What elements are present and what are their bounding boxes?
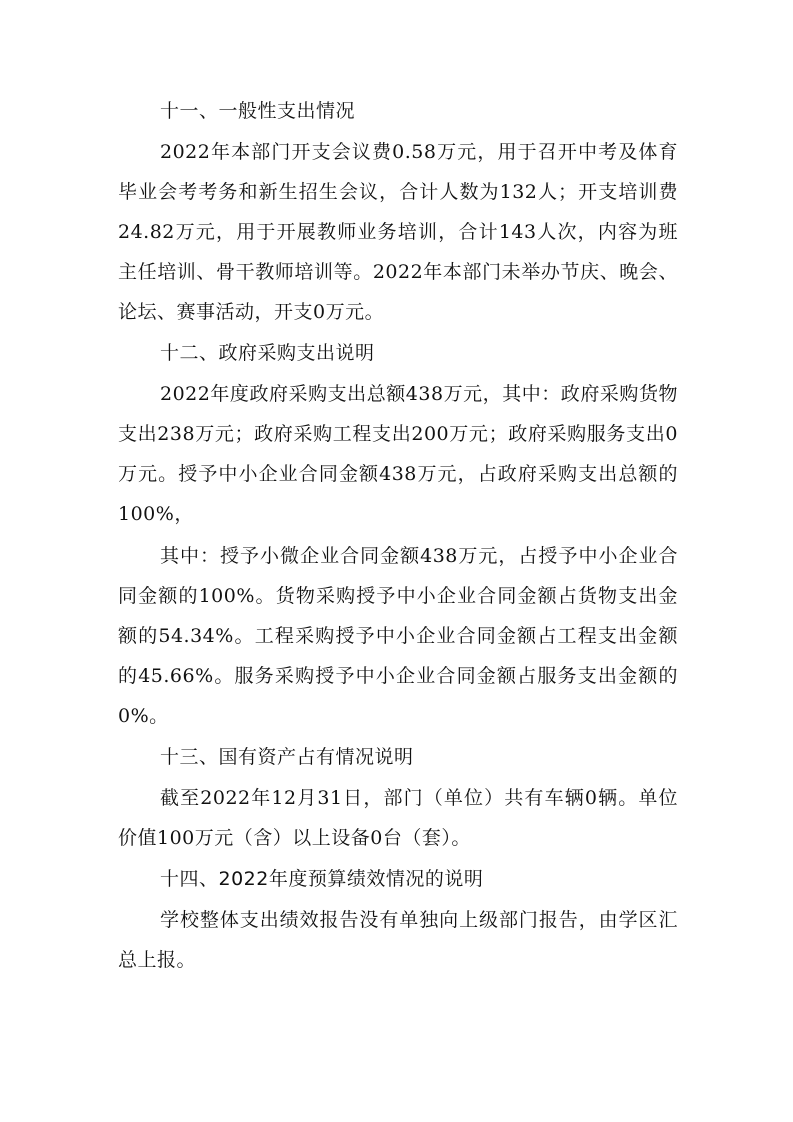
paragraph-state-assets: 截至2022年12月31日，部门（单位）共有车辆0辆。单位价值100万元（含）以上设备0台（套）。 <box>118 787 678 849</box>
paragraph-budget-performance: 学校整体支出绩效报告没有单独向上级部门报告，由学区汇总上报。 <box>118 909 678 971</box>
section-heading-state-assets: 十三、国有资产占有情况说明 <box>160 746 414 768</box>
document-page <box>118 92 678 982</box>
section-heading-government-procurement: 十二、政府采购支出说明 <box>160 342 375 364</box>
section-heading-budget-performance: 十四、2022年度预算绩效情况的说明 <box>160 868 484 890</box>
paragraph-procurement-breakdown: 其中：授予小微企业合同金额438万元，占授予中小企业合同金额的100%。货物采购授予中小企业合同金额占货物支出金额的54.34%。工程采购授予中小企业合同金额占工程支出金额的45.66%。服务采购授予中小企业合同金额占服务支出金额的0%。 <box>118 545 678 727</box>
section-heading-general-expenditure: 十一、一般性支出情况 <box>160 100 356 122</box>
paragraph-procurement-total: 2022年度政府采购支出总额438万元，其中：政府采购货物支出238万元；政府采购工程支出200万元；政府采购服务支出0万元。授予中小企业合同金额438万元，占政府采购支出总额的100%， <box>118 383 678 525</box>
paragraph-general-expenditure: 2022年本部门开支会议费0.58万元，用于召开中考及体育毕业会考考务和新生招生会议，合计人数为132人；开支培训费24.82万元，用于开展教师业务培训，合计143人次，内容为班主任培训、骨干教师培训等。2022年本部门未举办节庆、晚会、论坛、赛事活动，开支0万元。 <box>118 141 678 323</box>
